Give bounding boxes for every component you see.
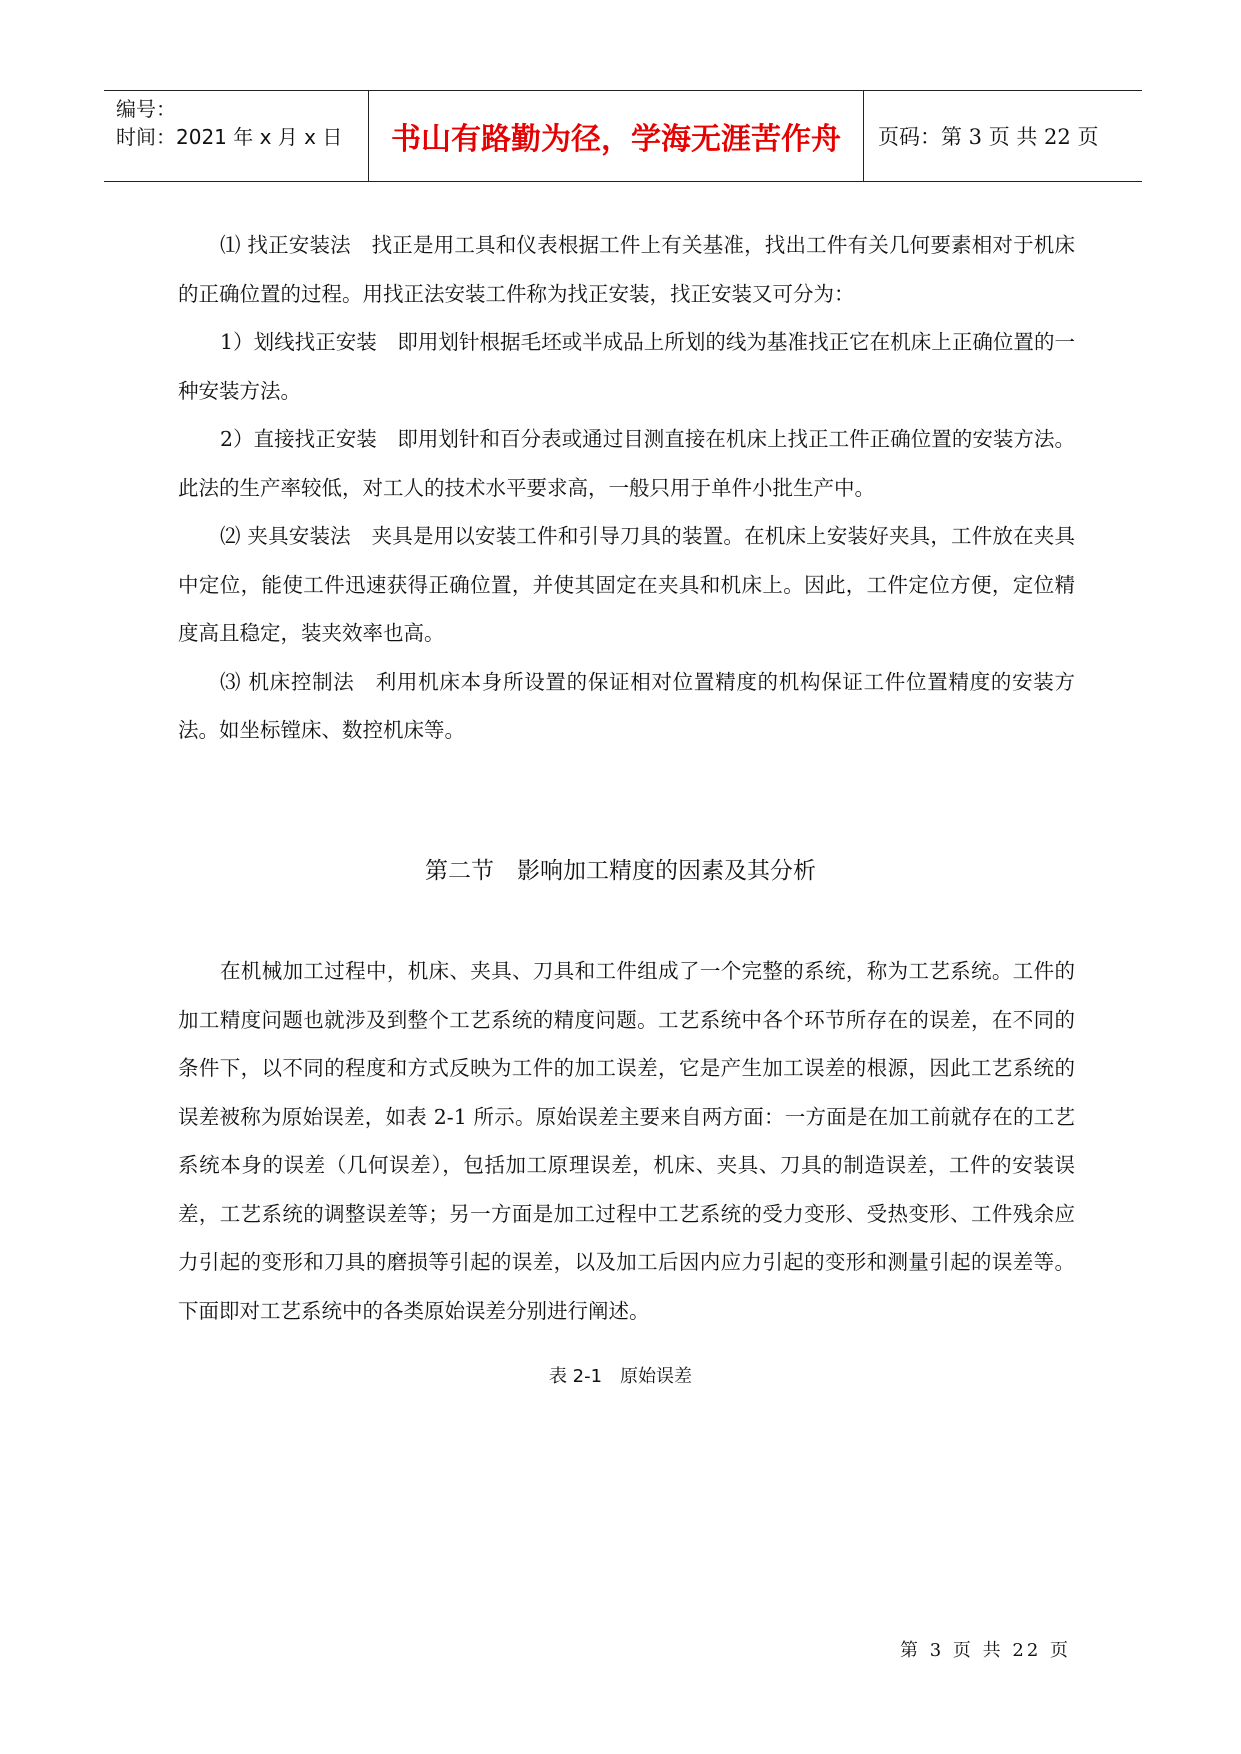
paragraph-direct-alignment: 2）直接找正安装 即用划针和百分表或通过目测直接在机床上找正工件正确位置的安装方法。此法的生产率较低，对工人的技术水平要求高，一般只用于单件小批生产中。 <box>178 427 1075 500</box>
header-page-info: 页码：第 3 页 共 22 页 <box>878 125 1099 149</box>
table-caption: 表 2-1 原始误差 <box>548 1366 693 1387</box>
document-number-label: 编号： <box>116 97 176 121</box>
document-time-label: 时间：2021 年 x 月 x 日 <box>116 125 343 149</box>
section-title: 第二节 影响加工精度的因素及其分析 <box>425 858 816 884</box>
document-header <box>104 90 1142 182</box>
paragraph-line-alignment: 1）划线找正安装 即用划针根据毛坯或半成品上所划的线为基准找正它在机床上正确位置的一种安装方法。 <box>178 330 1075 403</box>
paragraph-fixture-method: ⑵ 夹具安装法 夹具是用以安装工件和引导刀具的装置。在机床上安装好夹具，工件放在夹具中定位，能使工件迅速获得正确位置，并使其固定在夹具和机床上。因此，工件定位方便，定位精度高且稳定，装夹效率也高。 <box>178 524 1075 645</box>
paragraph-alignment-method: ⑴ 找正安装法 找正是用工具和仪表根据工件上有关基准，找出工件有关几何要素相对于机床的正确位置的过程。用找正法安装工件称为找正安装，找正安装又可分为： <box>178 233 1075 306</box>
header-motto: 书山有路勤为径，学海无涯苦作舟 <box>369 91 864 181</box>
header-meta-cell <box>104 91 369 181</box>
paragraph-machine-control-method: ⑶ 机床控制法 利用机床本身所设置的保证相对位置精度的机构保证工件位置精度的安装方法。如坐标镗床、数控机床等。 <box>178 669 1075 742</box>
page-footer: 第 3 页 共 22 页 <box>900 1640 1071 1661</box>
body-text-section <box>178 947 1075 1335</box>
body-text-upper <box>178 221 1075 755</box>
paragraph-process-system: 在机械加工过程中，机床、夹具、刀具和工件组成了一个完整的系统，称为工艺系统。工件的加工精度问题也就涉及到整个工艺系统的精度问题。工艺系统中各个环节所存在的误差，在不同的条件下，以不同的程度和方式反映为工件的加工误差，它是产生加工误差的根源，因此工艺系统的误差被称为原始误差，如表 2-1 所示。原始误差主要来自两方面：一方面是在加工前就存在的工艺系统本身的误差（几何误差），包括加工原理误差，机床、夹具、刀具的制造误差，工件的安装误差，工艺系统的调整误差等；另一方面是加工过程中工艺系统的受力变形、受热变形、工件残余应力引起的变形和刀具的磨损等引起的误差，以及加工后因内应力引起的变形和测量引起的误差等。下面即对工艺系统中的各类原始误差分别进行阐述。 <box>178 959 1075 1323</box>
